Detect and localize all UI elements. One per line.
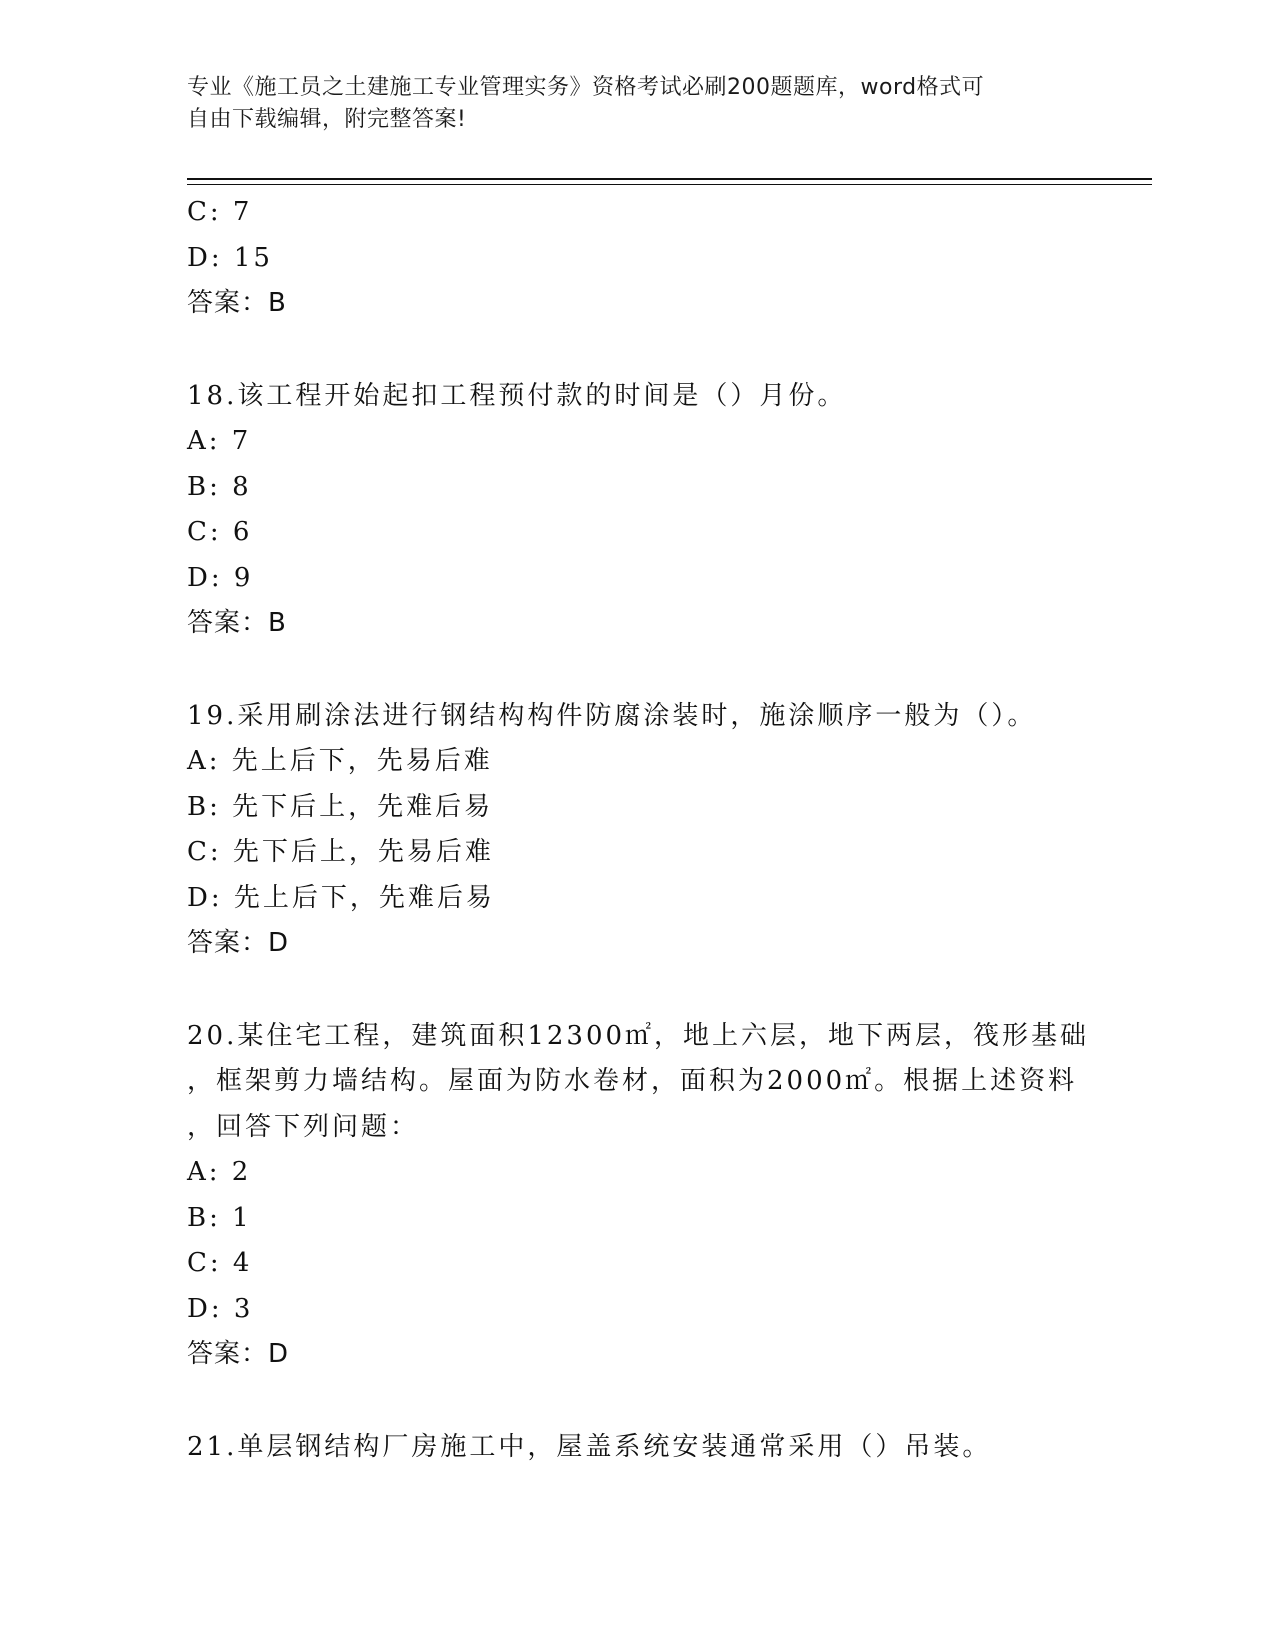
spacer [187,647,1087,694]
option-d: D: 9 [187,562,254,593]
option-a: A: 7 [187,426,252,456]
option-d: D: 3 [187,1293,254,1324]
header-rule-thin [187,184,1152,185]
spacer [187,967,1087,1014]
question-stem: 18.该工程开始起扣工程预付款的时间是（）月份。 [187,380,847,411]
option-d: D: 15 [187,242,273,273]
question-stem: 21.单层钢结构厂房施工中，屋盖系统安装通常采用（）吊装。 [187,1431,992,1462]
option-c: C: 7 [187,197,253,227]
option-b: B: 1 [187,1202,252,1233]
option-b: B: 先下后上，先难后易 [187,791,494,822]
option-b: B: 8 [187,471,252,502]
question-18 [187,374,1087,647]
option-a: A: 先上后下，先易后难 [187,746,493,776]
question-stem-line-1: 20.某住宅工程，建筑面积12300㎡，地上六层，地下两层，筏形基础 [187,1020,1090,1051]
answer-line: 答案：B [187,608,287,638]
spacer [187,327,1087,374]
question-stem-line-2: ，框架剪力墙结构。屋面为防水卷材，面积为2000㎡。根据上述资料 [187,1066,1078,1096]
header-title-line-2: 自由下载编辑，附完整答案! [187,107,467,132]
answer-line: 答案：B [187,288,287,318]
page-header [187,72,1067,136]
question-20 [187,1014,1090,1378]
option-d: D: 先上后下，先难后易 [187,882,495,913]
question-stem-line-3: ，回答下列问题： [187,1111,420,1142]
spacer [187,1378,1087,1425]
answer-line: 答案：D [187,928,290,958]
answer-line: 答案：D [187,1339,290,1369]
question-17-tail [187,190,1087,327]
option-c: C: 4 [187,1248,253,1278]
header-title-line-1: 专业《施工员之土建施工专业管理实务》资格考试必刷200题题库，word格式可 [187,75,985,100]
question-19 [187,694,1087,967]
header-rule-thick [187,178,1152,180]
option-a: A: 2 [187,1157,252,1187]
option-c: C: 6 [187,517,253,547]
option-c: C: 先下后上，先易后难 [187,837,494,867]
question-stem: 19.采用刷涂法进行钢结构构件防腐涂装时，施涂顺序一般为（）。 [187,700,1037,731]
question-21 [187,1425,1087,1471]
question-content [187,190,1090,1470]
